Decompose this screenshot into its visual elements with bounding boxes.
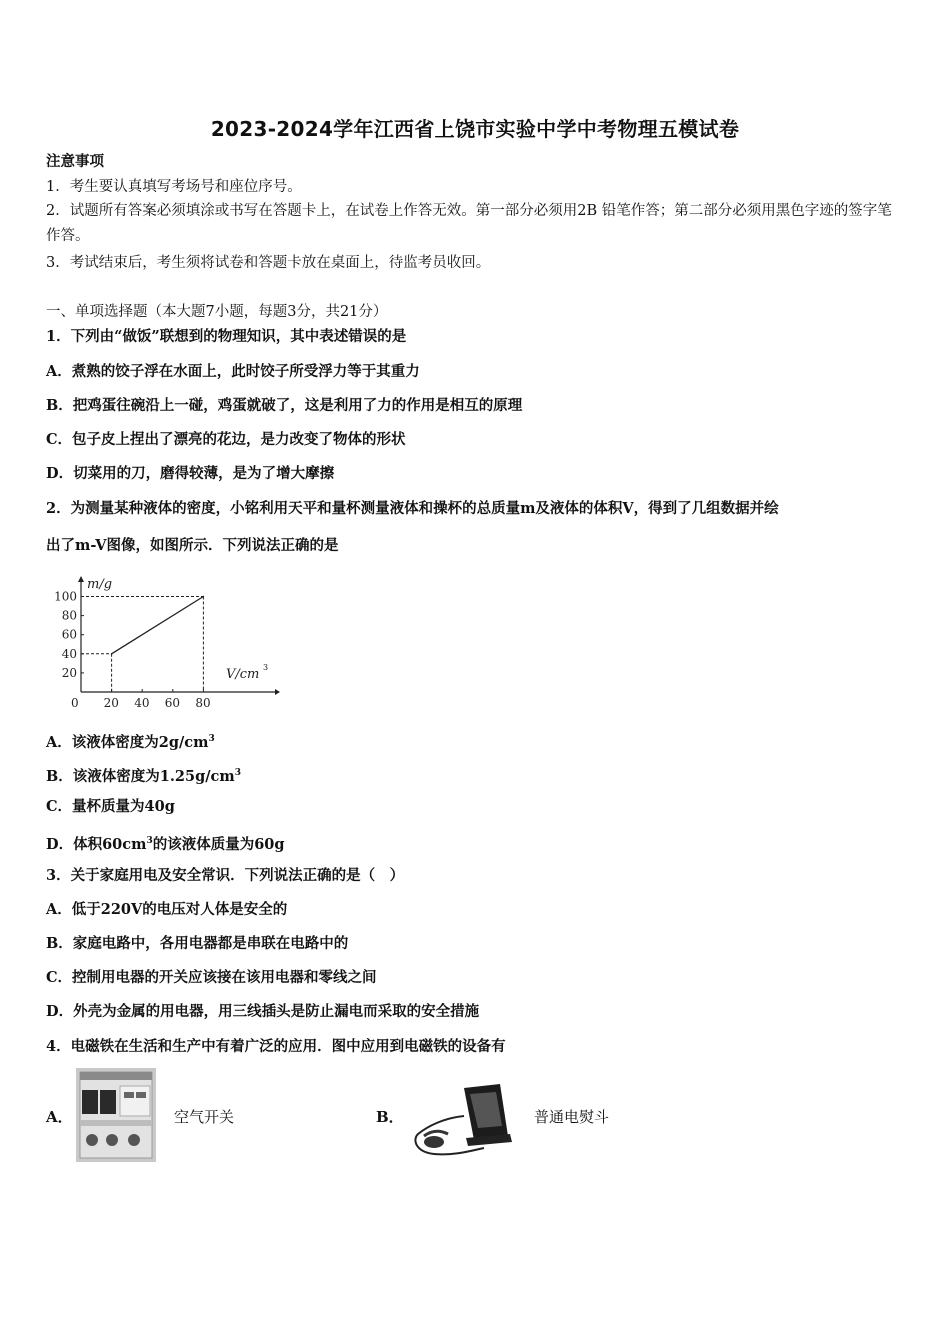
notice-item-2: 2．试题所有答案必须填涂或书写在答题卡上，在试卷上作答无效。第一部分必须用2B 铅笔作答；第二部分必须用黑色字迹的签字笔作答。 xyxy=(46,203,892,244)
y-axis-label: m/g xyxy=(87,577,113,592)
q4-option-b-label: B． xyxy=(376,1108,404,1126)
x-tick-label: 60 xyxy=(164,696,181,710)
q1-option-b: B．把鸡蛋往碗沿上一碰，鸡蛋就破了，这是利用了力的作用是相互的原理 xyxy=(46,397,523,414)
page-title: 2023-2024学年江西省上饶市实验中学中考物理五模试卷 xyxy=(210,117,740,141)
q3-stem: 3．关于家庭用电及安全常识．下列说法正确的是（ ） xyxy=(46,867,405,884)
q2-option-c: C．量杯质量为40g xyxy=(46,798,175,815)
y-tick-label: 60 xyxy=(61,627,77,642)
x-axis-label-sup: 3 xyxy=(263,663,269,672)
section-heading: 一、单项选择题（本大题7小题，每题3分，共21分） xyxy=(46,304,388,320)
q4-option-a-label: A． xyxy=(46,1108,73,1126)
iron-photo-icon xyxy=(404,1076,516,1164)
q2-stem-line1: 2．为测量某种液体的密度，小铭利用天平和量杯测量液体和操杯的总质量m及液体的体积V，得到了几组数据并绘 xyxy=(46,500,779,517)
y-tick-label: 20 xyxy=(61,665,77,680)
y-tick-label: 100 xyxy=(54,589,77,604)
x-tick-label: 40 xyxy=(134,696,150,710)
notice-item-1: 1．考生要认真填写考场号和座位序号。 xyxy=(46,179,302,195)
q1-stem: 1．下列由“做饭”联想到的物理知识，其中表述错误的是 xyxy=(46,328,407,345)
q1-option-d: D．切菜用的刀，磨得较薄，是为了增大摩擦 xyxy=(46,465,335,482)
q1-option-a: A．煮熟的饺子浮在水面上，此时饺子所受浮力等于其重力 xyxy=(46,363,420,380)
data-point xyxy=(203,596,205,598)
x-tick-label: 0 xyxy=(71,696,79,710)
x-tick-label: 20 xyxy=(103,696,119,710)
circuit-breaker-photo-icon xyxy=(76,1068,156,1162)
q1-option-c: C．包子皮上捏出了漂亮的花边，是力改变了物体的形状 xyxy=(46,431,406,448)
q4-option-b-text: 普通电熨斗 xyxy=(534,1108,610,1126)
q2-stem-line2: 出了m-V图像，如图所示．下列说法正确的是 xyxy=(46,537,339,554)
notice-heading: 注意事项 xyxy=(46,153,104,170)
m-v-graph xyxy=(40,570,280,715)
q2-option-d: D．体积$60cm^3$的该液体质量为60g xyxy=(46,836,285,853)
q2-option-b: B．该液体密度为$1.25g/cm^3$ xyxy=(46,768,241,785)
x-tick-label: 80 xyxy=(195,696,211,710)
x-axis-label: V/cm xyxy=(226,667,260,682)
y-axis-arrow xyxy=(78,576,84,582)
q3-option-a: A．低于220V的电压对人体是安全的 xyxy=(46,901,288,918)
q3-option-d: D．外壳为金属的用电器，用三线插头是防止漏电而采取的安全措施 xyxy=(46,1003,480,1020)
q3-option-c: C．控制用电器的开关应该接在该用电器和零线之间 xyxy=(46,969,377,986)
y-tick-label: 40 xyxy=(61,646,77,661)
data-line xyxy=(112,597,204,654)
q2-option-a: A．该液体密度为$2g/cm^3$ xyxy=(46,734,215,751)
data-point xyxy=(111,653,113,655)
q4-option-a-text: 空气开关 xyxy=(174,1108,235,1126)
q3-option-b: B．家庭电路中，各用电器都是串联在电路中的 xyxy=(46,935,349,952)
q4-stem: 4．电磁铁在生活和生产中有着广泛的应用．图中应用到电磁铁的设备有 xyxy=(46,1038,506,1055)
y-tick-label: 80 xyxy=(61,608,77,623)
notice-item-3: 3．考试结束后，考生须将试卷和答题卡放在桌面上，待监考员收回。 xyxy=(46,255,491,271)
x-axis-arrow xyxy=(275,689,280,695)
